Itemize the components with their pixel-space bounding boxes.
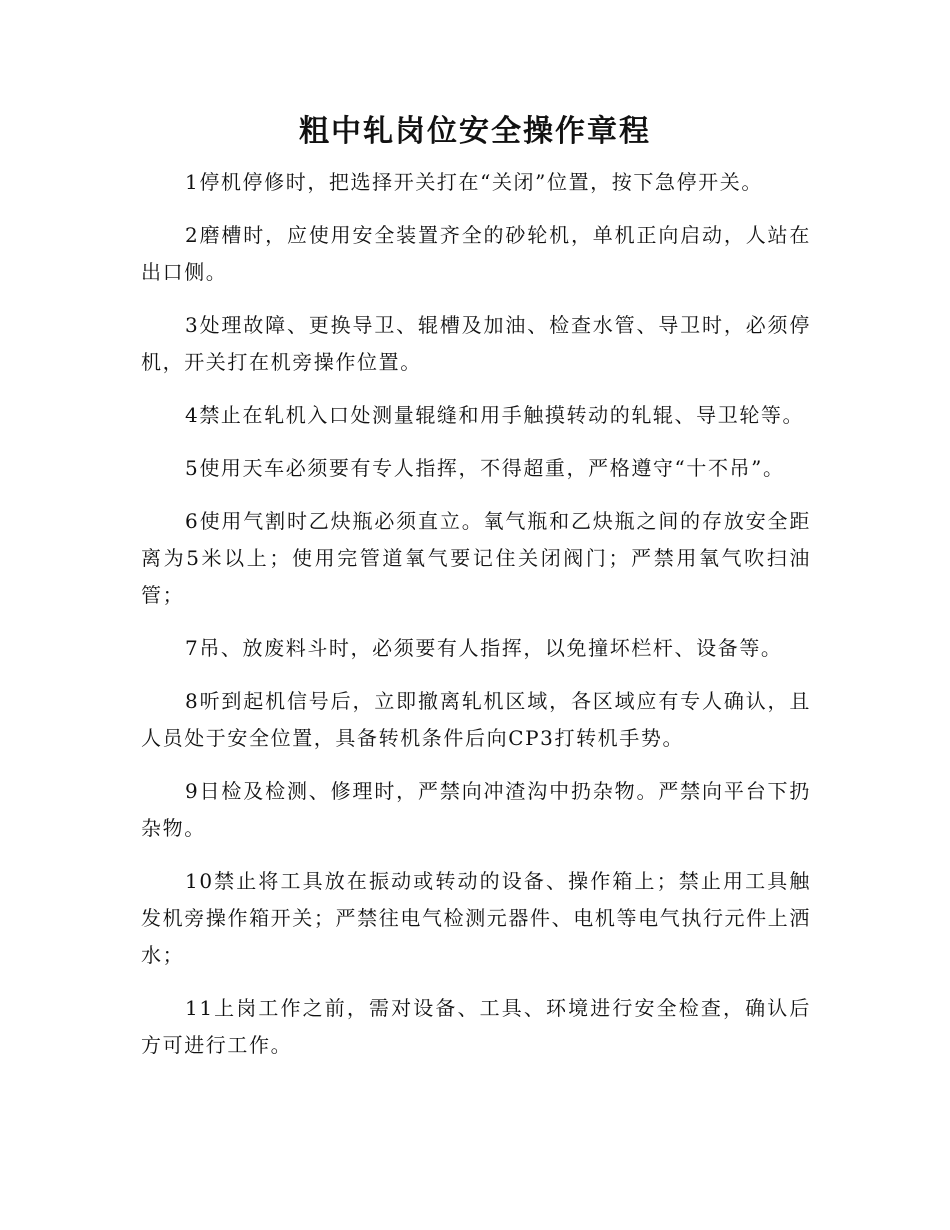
rule-item-5: 5使用天车必须要有专人指挥，不得超重，严格遵守“十不吊”。	[185, 456, 785, 480]
document-title: 粗中轧岗位安全操作章程	[299, 114, 651, 149]
rule-item-6: 6使用气割时乙炔瓶必须直立。氧气瓶和乙炔瓶之间的存放安全距离为5米以上；使用完管道氧气要记住关闭阀门；严禁用氧气吹扫油管；	[141, 509, 811, 607]
rule-item-3: 3处理故障、更换导卫、辊槽及加油、检查水管、导卫时，必须停机，开关打在机旁操作位置。	[141, 313, 811, 374]
rule-item-4: 4禁止在轧机入口处测量辊缝和用手触摸转动的轧辊、导卫轮等。	[185, 403, 805, 427]
rule-item-2: 2磨槽时，应使用安全装置齐全的砂轮机，单机正向启动，人站在出口侧。	[141, 223, 811, 284]
rule-item-10: 10禁止将工具放在振动或转动的设备、操作箱上；禁止用工具触发机旁操作箱开关；严禁往电气检测元器件、电机等电气执行元件上洒水；	[141, 869, 811, 967]
document-body	[141, 164, 811, 1080]
rule-item-9: 9日检及检测、修理时，严禁向冲渣沟中扔杂物。严禁向平台下扔杂物。	[141, 779, 811, 840]
rule-item-8: 8听到起机信号后，立即撤离轧机区域，各区域应有专人确认，且人员处于安全位置，具备转机条件后向CP3打转机手势。	[141, 689, 811, 750]
rule-item-1: 1停机停修时，把选择开关打在“关闭”位置，按下急停开关。	[185, 170, 763, 194]
rule-item-11: 11上岗工作之前，需对设备、工具、环境进行安全检查，确认后方可进行工作。	[141, 996, 811, 1057]
rule-item-7: 7吊、放废料斗时，必须要有人指挥，以免撞坏栏杆、设备等。	[185, 636, 783, 660]
